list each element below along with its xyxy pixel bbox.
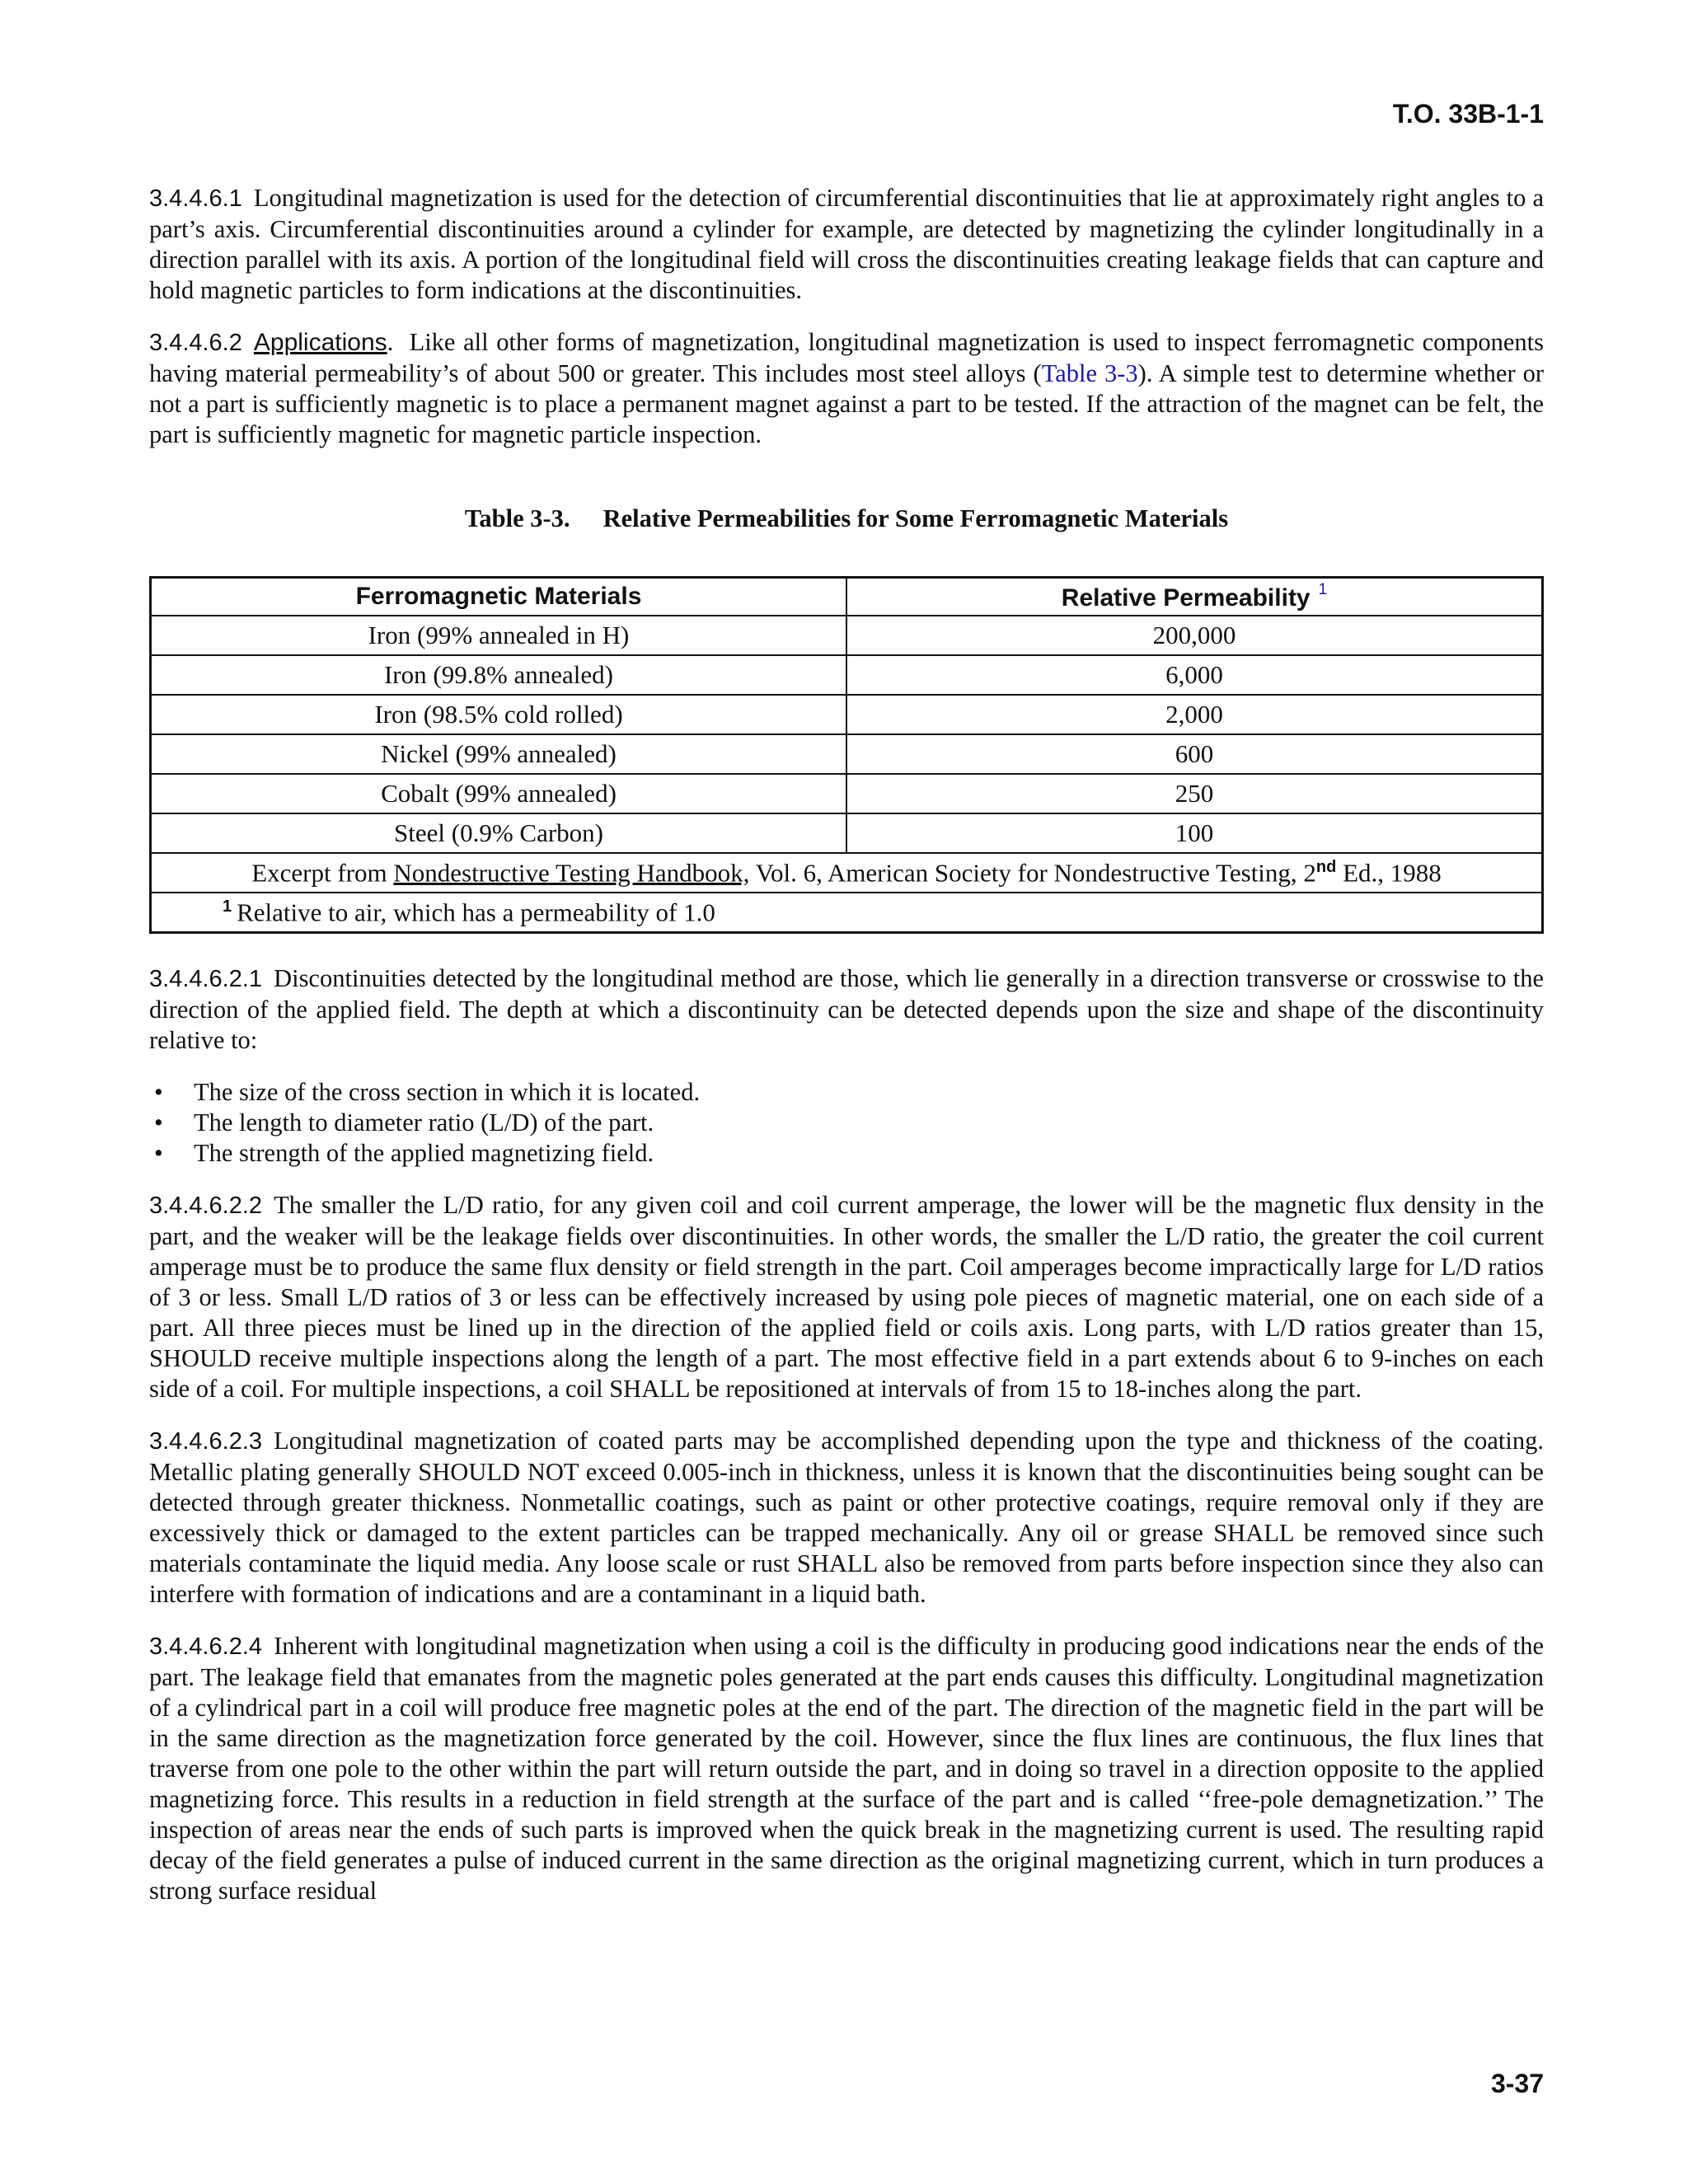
page-number: 3-37 <box>1490 2069 1544 2098</box>
paragraph-text: Like all other forms of magnetization, longitudinal magnetization is used to inspect ferromagnetic components having material permeability’s of about 500 or greater. This includes most steel alloys ( <box>149 328 1545 387</box>
permeability-cell: 200,000 <box>846 616 1543 655</box>
material-cell: Nickel (99% annealed) <box>151 734 847 774</box>
permeability-cell: 600 <box>846 734 1543 774</box>
paragraph-3-4-4-6-2 <box>149 327 1544 450</box>
material-cell: Iron (99% annealed in H) <box>151 616 847 655</box>
table-row <box>151 695 1543 734</box>
table-title <box>149 504 1544 533</box>
material-cell: Iron (99.8% annealed) <box>151 655 847 695</box>
table-footnote: $^1$ Relative to air, which has a permeability of 1.0 <box>151 893 1543 933</box>
paragraph-number: 3.4.4.6.2.3 <box>149 1428 263 1455</box>
paragraph-text: The smaller the L/D ratio, for any given coil and coil current amperage, the lower will be the magnetic flux density in the part, and the weaker will be the leakage fields over discontinuities. In other words, the smaller the L/D ratio, the greater the coil current amperage must be to produce the same flux density or field strength in the part. Coil amperages become impractically large for L/D ratios of 3 or less. Small L/D ratios of 3 or less can be effectively increased by using pole pieces of magnetic material, one on each side of a part. All three pieces must be lined up in the direction of the applied field or coils axis. Long parts, with L/D ratios greater than 15, SHOULD receive multiple inspections along the length of a part. The most effective field in a part extends about 6 to 9-inches on each side of a coil. For multiple inspections, a coil SHALL be repositioned at intervals of from 15 to 18-inches along the part. <box>149 1191 1544 1403</box>
column-header-permeability: Relative Permeability $^1$ <box>846 578 1543 616</box>
document-number: T.O. 33B-1-1 <box>1392 99 1544 129</box>
material-cell: Iron (98.5% cold rolled) <box>151 695 847 734</box>
paragraph-number: 3.4.4.6.2.4 <box>149 1633 263 1660</box>
paragraph-text: Inherent with longitudinal magnetization when using a coil is the difficulty in producing good indications near the ends of the part. The leakage field that emanates from the magnetic poles generated at the part ends causes this difficulty. Longitudinal magnetization of a cylindrical part in a coil will produce free magnetic poles at the end of the part. The direction of the magnetic field in the part will be in the same direction as the magnetization force generated by the coil. However, since the flux lines are continuous, the flux lines that traverse from one pole to the other within the part will return outside the part, and in doing so travel in a direction opposite to the applied magnetizing force. This results in a reduction in field strength at the surface of the part and is called ‘‘free-pole demagnetization.’’ The inspection of areas near the ends of such parts is improved when the quick break in the magnetizing current is used. The resulting rapid decay of the field generates a pulse of induced current in the same direction as the original magnetizing current, which in turn produces a strong surface residual <box>149 1632 1544 1905</box>
column-header-materials: Ferromagnetic Materials <box>151 578 847 616</box>
page-content <box>149 183 1544 1928</box>
paragraph-text: Discontinuities detected by the longitudinal method are those, which lie generally in a direction transverse or crosswise to the direction of the applied field. The depth at which a discontinuity can be detected depends upon the size and shape of the discontinuity relative to: <box>149 964 1544 1054</box>
paragraph-number: 3.4.4.6.2 <box>149 330 242 356</box>
paragraph-heading: Applications <box>253 329 387 356</box>
list-item: • The size of the cross section in which it is located. <box>154 1078 701 1106</box>
table-header-row <box>151 578 1543 616</box>
bullet-icon: • <box>154 1139 163 1167</box>
table-3-3-link[interactable]: Table 3-3 <box>1041 359 1138 387</box>
table-number: Table 3-3. <box>464 504 570 532</box>
list-item: • The length to diameter ratio (L/D) of the part. <box>154 1108 654 1137</box>
table-note-row <box>151 893 1543 933</box>
permeability-table <box>149 576 1544 934</box>
table-source: Excerpt from Nondestructive Testing Handbook, Vol. 6, American Society for Nondestructive Testing, 2nd Ed., 1988 <box>151 853 1543 893</box>
bullet-list <box>149 1077 1544 1169</box>
paragraph-3-4-4-6-2-2 <box>149 1190 1544 1404</box>
table-source-row <box>151 853 1543 893</box>
permeability-cell: 250 <box>846 774 1543 813</box>
table-caption: Relative Permeabilities for Some Ferromagnetic Materials <box>603 504 1229 532</box>
table-row <box>151 774 1543 813</box>
permeability-cell: 6,000 <box>846 655 1543 695</box>
table-row <box>151 813 1543 853</box>
list-item: • The strength of the applied magnetizing field. <box>154 1139 654 1167</box>
footnote-marker[interactable]: 1 <box>1318 581 1328 598</box>
paragraph-3-4-4-6-2-1 <box>149 963 1544 1056</box>
bullet-icon: • <box>154 1108 163 1137</box>
paragraph-heading-period: . <box>387 328 394 356</box>
paragraph-text: Longitudinal magnetization of coated parts may be accomplished depending upon the type and thickness of the coating. Metallic plating generally SHOULD NOT exceed 0.005-inch in thickness, unless it is known that the discontinuities being sought can be detected through greater thickness. Nonmetallic coatings, such as paint or other protective coatings, require removal only if they are excessively thick or damaged to the extent particles can be trapped mechanically. Any oil or grease SHALL be removed since such materials contaminate the liquid media. Any loose scale or rust SHALL also be removed from parts before inspection since they also can interfere with formation of indications and are a contaminant in a liquid bath. <box>149 1427 1544 1608</box>
material-cell: Cobalt (99% annealed) <box>151 774 847 813</box>
paragraph-number: 3.4.4.6.2.1 <box>149 966 263 992</box>
permeability-cell: 100 <box>846 813 1543 853</box>
paragraph-number: 3.4.4.6.2.2 <box>149 1193 263 1219</box>
paragraph-3-4-4-6-1 <box>149 183 1544 306</box>
permeability-cell: 2,000 <box>846 695 1543 734</box>
table-row <box>151 616 1543 655</box>
paragraph-3-4-4-6-2-3 <box>149 1426 1544 1610</box>
paragraph-text: Longitudinal magnetization is used for the detection of circumferential discontinuities that lie at approximately right angles to a part’s axis. Circumferential discontinuities around a cylinder for example, are detected by magnetizing the cylinder longitudinally in a direction parallel with its axis. A portion of the longitudinal field will cross the discontinuities creating leakage fields that can capture and hold magnetic particles to form indications at the discontinuities. <box>149 184 1544 304</box>
table-row <box>151 655 1543 695</box>
paragraph-number: 3.4.4.6.1 <box>149 185 242 212</box>
bullet-icon: • <box>154 1078 163 1106</box>
paragraph-3-4-4-6-2-4 <box>149 1631 1544 1906</box>
paragraph-text-continued: ). A simple test to determine whether or not a part is sufficiently magnetic is to place a permanent magnet against a part to be tested. If the attraction of the magnet can be felt, the part is sufficiently magnetic for magnetic particle inspection. <box>149 359 1544 448</box>
table-row <box>151 734 1543 774</box>
source-book-title: Nondestructive Testing Handbook, <box>393 858 750 888</box>
material-cell: Steel (0.9% Carbon) <box>151 813 847 853</box>
footnote-number: 1 <box>223 897 232 916</box>
